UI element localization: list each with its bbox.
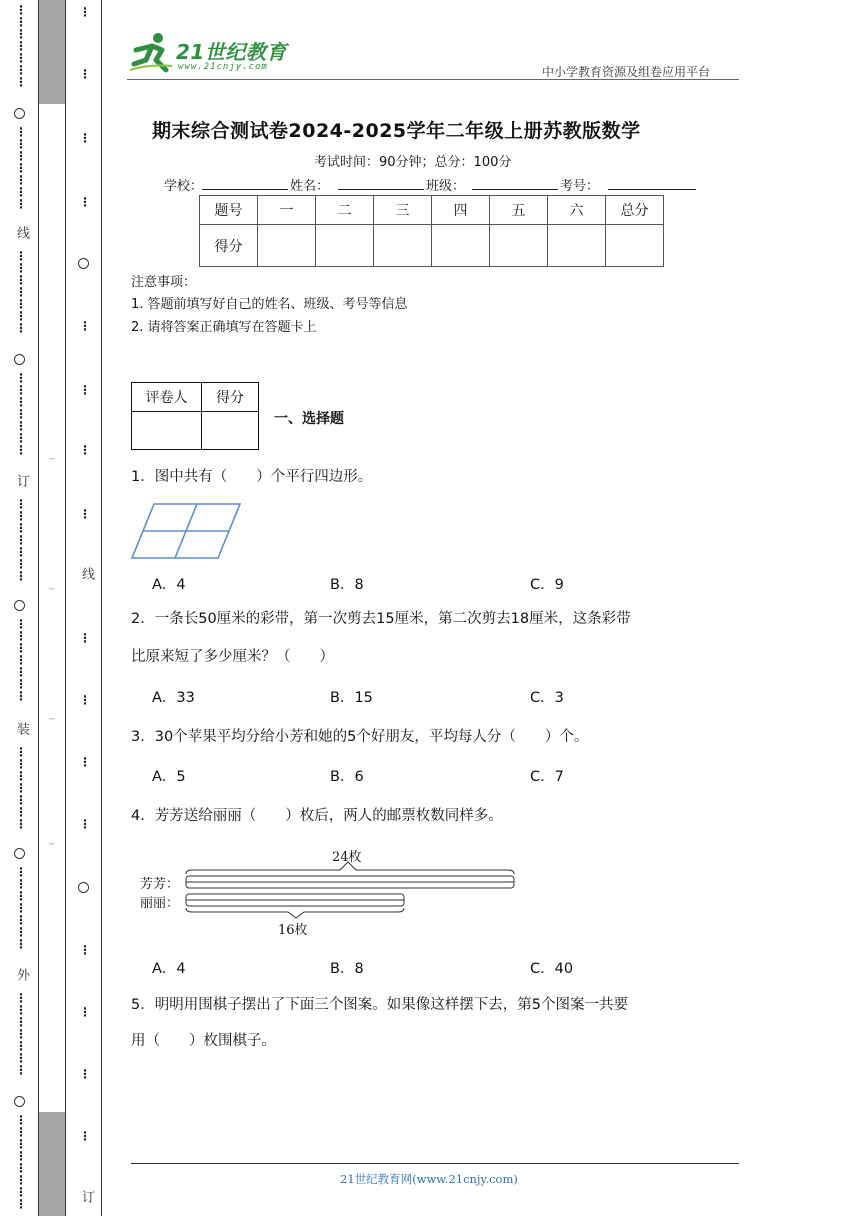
q1-option-c[interactable]: C．9 [530,577,564,593]
score-cell[interactable] [258,225,316,267]
q2-option-c[interactable]: C．3 [530,690,564,706]
dot-line-inner: ⋮ [79,5,91,19]
question-5-line-2: 用（ ）枚围棋子。 [131,1033,276,1049]
binding-hole [14,108,25,119]
score-header-cell: 五 [490,196,548,225]
margin-label-wai: 外 [14,968,29,981]
q3-option-b[interactable]: B．6 [330,769,364,785]
number-label: 考号： [560,179,600,194]
question-2-line-1: 2．一条长50厘米的彩带，第一次剪去15厘米，第二次剪去18厘米，这条彩带 [131,611,631,627]
grader-header: 评卷人 [132,383,202,412]
binding-strip-gray-top [39,0,65,104]
score-cell[interactable] [490,225,548,267]
q1-option-b[interactable]: B．8 [330,577,364,593]
binding-hole [78,258,89,269]
platform-name: 中小学教育资源及组卷应用平台 [542,65,711,79]
binding-strip-gray-bottom [39,1112,65,1216]
grader-table [131,382,259,450]
binding-hole [14,354,25,365]
score-header-cell: 二 [316,196,374,225]
diagram-top-label: 24枚 [332,850,362,865]
grader-cell[interactable] [132,412,202,450]
footer-rule [131,1163,739,1164]
dot-line-5: ⋮ ⋮ ⋮ ⋮ ⋮ ⋮ ⋮ [15,497,27,583]
binding-hole [14,600,25,611]
header-rule [127,79,739,80]
q4-option-a[interactable]: A．4 [152,961,186,977]
q3-option-c[interactable]: C．7 [530,769,564,785]
dot-line-6: ⋮ ⋮ ⋮ ⋮ ⋮ ⋮ ⋮ [15,617,27,703]
margin-label-xian: 线 [14,226,29,239]
diagram-bottom-label: 16枚 [278,923,308,938]
dot-line-1: ⋮ ⋮ ⋮ ⋮ ⋮ ⋮ ⋮ [15,3,27,89]
notes-title: 注意事项： [131,275,197,290]
dot-line-8: ⋮ ⋮ ⋮ ⋮ ⋮ ⋮ ⋮ [15,865,27,951]
logo-text: 21世纪教育 [176,40,287,64]
school-field[interactable] [202,189,288,190]
note-item: 1. 答题前填写好自己的姓名、班级、考号等信息 [131,297,408,312]
score-cell[interactable] [606,225,664,267]
binding-hole [14,1096,25,1107]
binding-strip: ┈ ┈ ┈ ┈ [38,0,66,1216]
dot-line-3: ⋮ ⋮ ⋮ ⋮ ⋮ ⋮ ⋮ [15,249,27,335]
score-header-cell: 总分 [606,196,664,225]
page-title: 期末综合测试卷2024-2025学年二年级上册苏教版数学 [152,120,641,142]
inner-label-xian: 线 [79,567,94,580]
binding-hole [14,848,25,859]
brand-logo [128,30,176,78]
q1-option-a[interactable]: A．4 [152,577,186,593]
stamp-bar-diagram [130,842,530,942]
score-cell[interactable] [548,225,606,267]
grader-header: 得分 [202,383,259,412]
question-2-line-2: 比原来短了多少厘米？（ ） [131,649,334,665]
score-header-cell: 一 [258,196,316,225]
parallelogram-figure [128,502,244,560]
outer-binding-column [0,0,38,1216]
bar-diagram-lines [130,860,530,930]
margin-label-ding: 订 [14,474,29,487]
score-table [199,195,664,267]
dot-line-2: ⋮ ⋮ ⋮ ⋮ ⋮ ⋮ ⋮ [15,125,27,211]
section-title: 一、选择题 [274,411,344,427]
footer-text[interactable]: 21世纪教育网(www.21cnjy.com) [340,1172,518,1186]
binding-hole [78,882,89,893]
student-info-line [164,175,704,195]
name-field[interactable] [338,189,424,190]
q4-option-c[interactable]: C．40 [530,961,574,977]
inner-label-ding: 订 [79,1190,94,1203]
q4-option-b[interactable]: B．8 [330,961,364,977]
grader-cell[interactable] [202,412,259,450]
name-label: 姓名： [290,179,330,194]
dot-line-7: ⋮ ⋮ ⋮ ⋮ ⋮ ⋮ ⋮ [15,745,27,831]
dot-line-4: ⋮ ⋮ ⋮ ⋮ ⋮ ⋮ ⋮ [15,371,27,457]
dot-line-9: ⋮ ⋮ ⋮ ⋮ ⋮ ⋮ ⋮ [15,991,27,1077]
number-field[interactable] [608,189,696,190]
diagram-name-fangfang: 芳芳： [140,877,180,892]
question-4: 4．芳芳送给丽丽（ ）枚后，两人的邮票枚数同样多。 [131,808,503,824]
class-field[interactable] [472,189,558,190]
score-cell[interactable] [316,225,374,267]
diagram-name-lili: 丽丽： [140,896,180,911]
score-cell[interactable] [432,225,490,267]
q2-option-b[interactable]: B．15 [330,690,373,706]
score-header-cell: 四 [432,196,490,225]
inner-binding-column: ⋮ ⋮ ⋮ ⋮ ⋮ ⋮ ⋮ ⋮ 线 ⋮ ⋮ ⋮ ⋮ ⋮ ⋮ ⋮ ⋮ 订 [65,0,102,1216]
score-header-cell: 题号 [200,196,258,225]
score-header-cell: 六 [548,196,606,225]
runner-logo-icon [128,30,176,74]
margin-label-zhuang: 装 [14,722,29,735]
exam-info: 考试时间：90分钟；总分：100分 [314,155,512,170]
logo-url: www.21cnjy.com [178,62,268,72]
question-3: 3．30个苹果平均分给小芳和她的5个好朋友，平均每人分（ ）个。 [131,729,589,745]
note-item: 2. 请将答案正确填写在答题卡上 [131,320,317,335]
q2-option-a[interactable]: A．33 [152,690,195,706]
score-row-label: 得分 [200,225,258,267]
score-cell[interactable] [374,225,432,267]
question-5-line-1: 5．明明用围棋子摆出了下面三个图案。如果像这样摆下去，第5个图案一共要 [131,997,628,1013]
score-header-cell: 三 [374,196,432,225]
class-label: 班级： [426,179,466,194]
question-1: 1．图中共有（ ）个平行四边形。 [131,469,373,485]
school-label: 学校： [164,179,204,194]
q3-option-a[interactable]: A．5 [152,769,186,785]
dot-line-10: ⋮ ⋮ ⋮ ⋮ ⋮ ⋮ ⋮ ⋮ [15,1113,27,1211]
